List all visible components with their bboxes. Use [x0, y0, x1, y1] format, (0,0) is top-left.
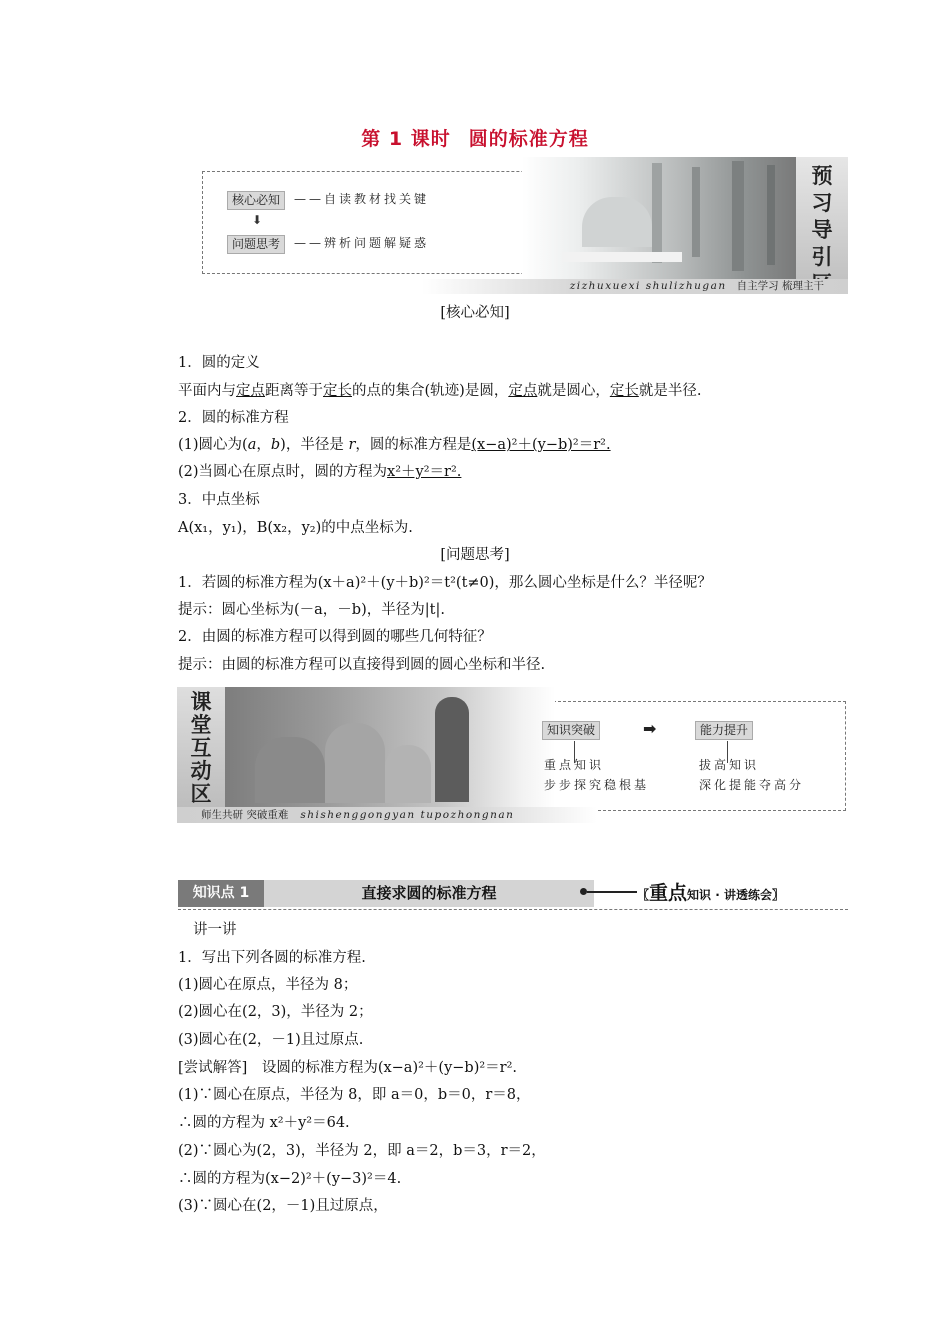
knowledge-point-header	[178, 880, 848, 912]
standard-equation-line: (1)圆心为(a，b)，半径是 r，圆的标准方程是(x−a)²＋(y−b)²＝r².	[178, 437, 611, 453]
down-arrow-icon: ⬇	[252, 213, 263, 227]
classroom-side-panel	[177, 687, 225, 807]
classroom-strip-text: 师生共研 突破重难	[201, 809, 289, 821]
preview-side-panel	[796, 157, 848, 279]
breakthrough-line-1: 重点知识	[544, 758, 605, 772]
improve-tag: 能力提升	[695, 721, 753, 740]
solution-result-2: ∴圆的方程为(x−2)²＋(y−3)²＝4.	[178, 1171, 402, 1187]
breakthrough-tag: 知识突破	[542, 721, 600, 740]
knowledge-point-label: 知识点 1	[178, 880, 264, 907]
core-knowledge-tag: 核心必知	[227, 191, 285, 210]
preview-side-char: 导	[811, 218, 833, 242]
question-heading: [问题思考]	[440, 547, 510, 563]
solution-step-3: (3)∵圆心在(2，－1)且过原点，	[178, 1198, 388, 1214]
knowledge-point-title: 直接求圆的标准方程	[264, 880, 594, 907]
preview-side-char: 引	[811, 245, 833, 269]
preview-side-char: 预	[811, 164, 833, 188]
solution-result-1: ∴圆的方程为 x²＋y²＝64.	[178, 1115, 350, 1131]
example-part-2: (2)圆心在(2，3)，半径为 2；	[178, 1004, 373, 1020]
classroom-photo	[225, 687, 555, 807]
preview-banner	[202, 157, 848, 294]
classroom-side-char: 动	[190, 759, 212, 783]
classroom-side-char: 互	[190, 736, 212, 760]
section-3-heading: 3．中点坐标	[178, 492, 260, 508]
preview-strip	[422, 279, 848, 294]
explain-label: 讲一讲	[193, 922, 237, 938]
midpoint-line: A(x₁，y₁)，B(x₂，y₂)的中点坐标为.	[178, 520, 413, 536]
preview-strip-pinyin: zizhuxuexi shulizhugan	[569, 280, 727, 292]
page-title-lesson: 第 1 课时	[361, 128, 451, 150]
example-part-1: (1)圆心在原点，半径为 8；	[178, 977, 358, 993]
page-title-topic: 圆的标准方程	[468, 128, 589, 150]
solution-step-1: (1)∵圆心在原点，半径为 8，即 a＝0，b＝0，r＝8，	[178, 1087, 531, 1103]
arrow-right-icon: ➡	[643, 719, 657, 738]
example-prompt: 1．写出下列各圆的标准方程.	[178, 950, 366, 966]
question-desc: ——辨析问题解疑惑	[294, 236, 430, 250]
classroom-side-char: 课	[190, 690, 212, 714]
answer-2: 提示：由圆的标准方程可以直接得到圆的圆心坐标和半径.	[178, 657, 546, 673]
question-2: 2．由圆的标准方程可以得到圆的哪些几何特征？	[178, 629, 492, 645]
core-heading: [核心必知]	[440, 305, 510, 321]
question-1: 1．若圆的标准方程为(x＋a)²＋(y＋b)²＝t²(t≠0)，那么圆心坐标是什么？半径呢？	[178, 575, 712, 591]
origin-equation-line: (2)当圆心在原点时，圆的方程为x²＋y²＝r².	[178, 464, 462, 480]
bullet-dot-icon	[580, 888, 587, 895]
solution-intro: [尝试解答] 设圆的标准方程为(x−a)²＋(y−b)²＝r².	[178, 1060, 518, 1076]
improve-line-2: 深化提能夺高分	[699, 778, 805, 792]
classroom-strip-pinyin: shishenggongyan tupozhongnan	[300, 809, 515, 821]
header-dashed-underline	[178, 909, 848, 910]
improve-line-1: 拔高知识	[699, 758, 760, 772]
section-2-heading: 2．圆的标准方程	[178, 410, 289, 426]
page-title	[0, 124, 950, 151]
breakthrough-line-2: 步步探究稳根基	[544, 778, 650, 792]
classroom-dashed-box	[513, 701, 846, 811]
connector-line	[587, 891, 637, 893]
key-knowledge-badge: 〖重点知识 · 讲透练会〗	[637, 882, 784, 904]
section-1-heading: 1．圆的定义	[178, 355, 260, 371]
classroom-side-char: 区	[190, 782, 212, 806]
core-knowledge-desc: ——自读教材找关键	[294, 192, 430, 206]
circle-definition: 平面内与定点距离等于定长的点的集合(轨迹)是圆，定点就是圆心，定长就是半径.	[178, 383, 702, 399]
library-photo	[522, 157, 802, 279]
preview-side-char: 习	[811, 191, 833, 215]
origin-equation: x²＋y²＝r².	[387, 464, 462, 480]
question-tag: 问题思考	[227, 235, 285, 254]
preview-strip-text: 自主学习 梳理主干	[736, 280, 824, 292]
solution-step-2: (2)∵圆心为(2，3)，半径为 2，即 a＝2，b＝3，r＝2，	[178, 1143, 546, 1159]
classroom-side-char: 堂	[190, 713, 212, 737]
standard-equation: (x−a)²＋(y−b)²＝r².	[471, 437, 611, 453]
classroom-banner	[177, 687, 847, 823]
answer-1: 提示：圆心坐标为(－a，－b)，半径为|t|.	[178, 602, 445, 618]
example-part-3: (3)圆心在(2，－1)且过原点.	[178, 1032, 364, 1048]
classroom-strip	[177, 807, 597, 823]
